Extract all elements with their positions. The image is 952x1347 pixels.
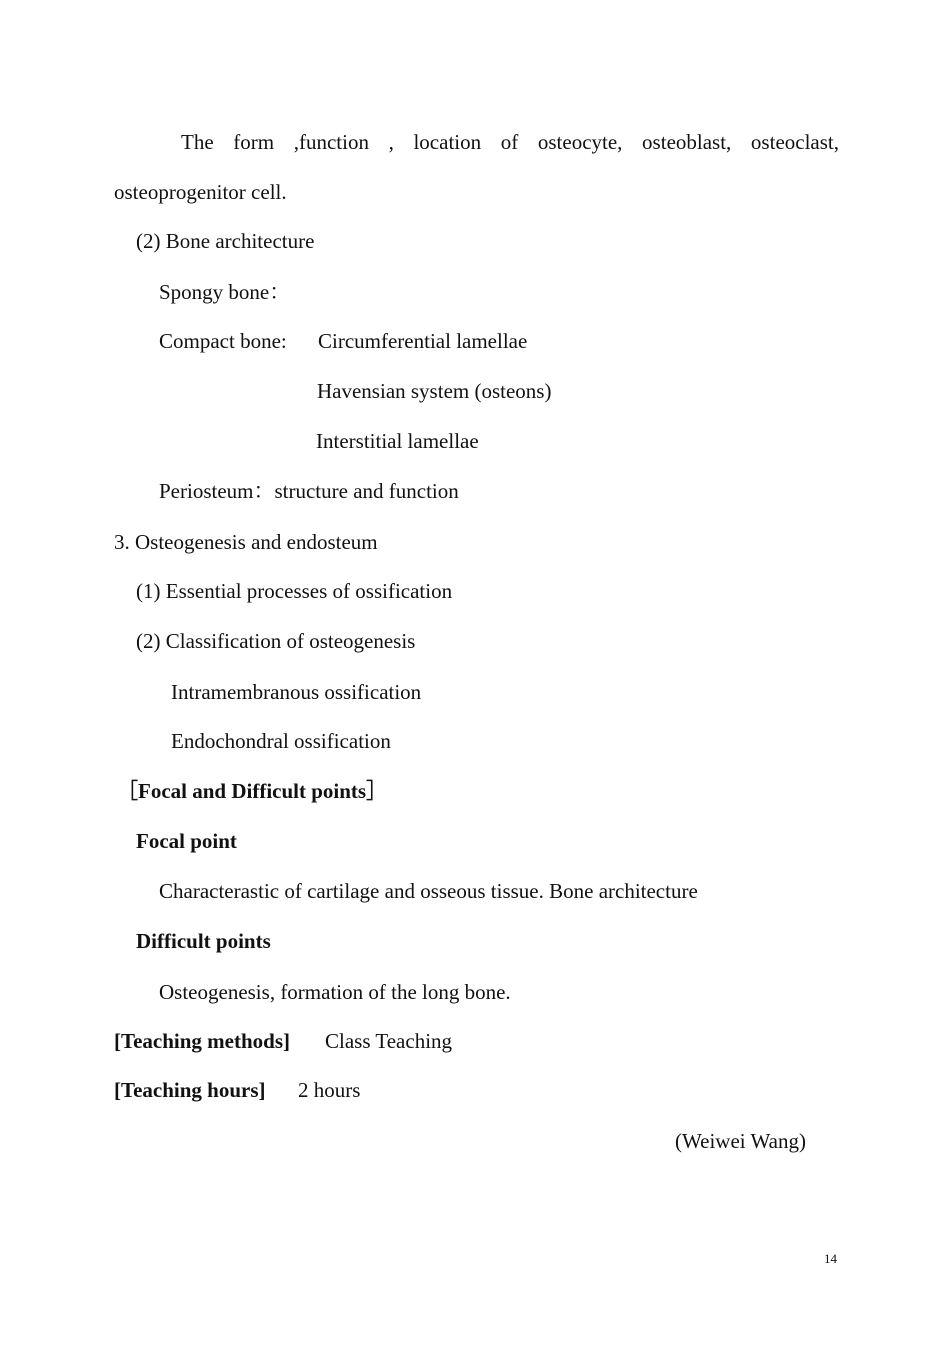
author-name: (Weiwei Wang) [675,1129,806,1153]
difficult-points-label: Difficult points [136,929,271,953]
intro-line-1: The form ,function , location of osteocyte, osteoblast, osteoclast, [181,130,839,154]
periosteum-line: Periosteum：structure and function [159,479,459,503]
osteogenesis-item-1: (1) Essential processes of ossification [136,579,453,603]
teaching-methods-label: [Teaching methods] [114,1029,290,1053]
teaching-methods-value: Class Teaching [325,1029,453,1053]
focal-point-label: Focal point [136,829,237,853]
compact-item-havensian: Havensian system (osteons) [317,379,552,403]
ossification-type-endochondral: Endochondral ossification [171,729,391,753]
compact-item-circumferential: Circumferential lamellae [318,329,528,353]
intro-line-2: osteoprogenitor cell. [114,180,287,204]
spongy-bone-label: Spongy bone： [159,280,291,304]
focal-point-text: Characterastic of cartilage and osseous tissue. Bone architecture [159,879,698,903]
osteogenesis-heading: 3. Osteogenesis and endosteum [114,530,378,554]
difficult-points-text: Osteogenesis, formation of the long bone. [159,980,511,1004]
compact-item-interstitial: Interstitial lamellae [316,429,479,453]
teaching-hours-label: [Teaching hours] [114,1078,266,1102]
ossification-type-intramembranous: Intramembranous ossification [171,680,422,704]
compact-bone-label: Compact bone: [159,329,287,353]
teaching-hours-value: 2 hours [298,1078,361,1102]
page-number: 14 [824,1251,837,1266]
focal-difficult-heading: ［Focal and Difficult points］ [117,779,388,803]
bone-architecture-heading: (2) Bone architecture [136,229,315,253]
osteogenesis-item-2: (2) Classification of osteogenesis [136,629,416,653]
